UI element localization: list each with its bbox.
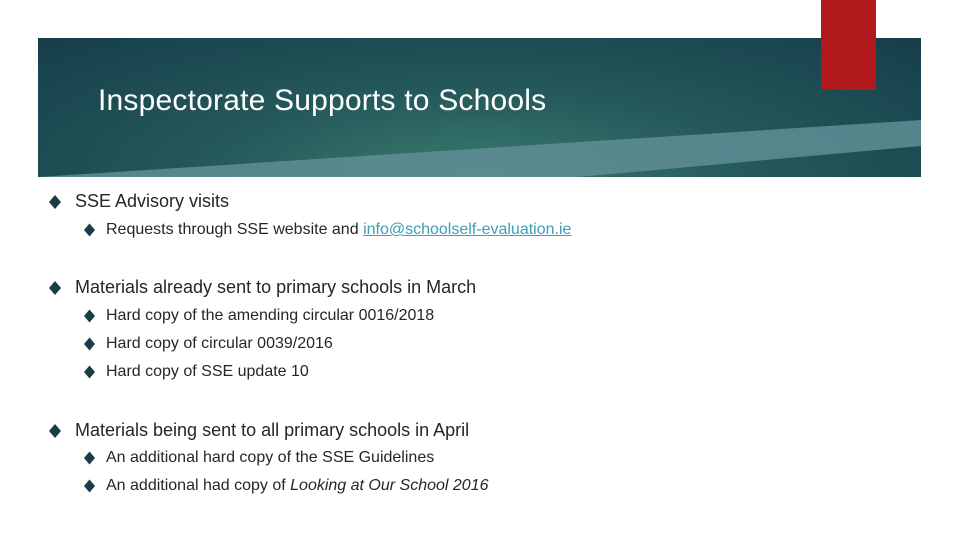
diamond-bullet-icon <box>49 281 61 295</box>
slide-title: Inspectorate Supports to Schools <box>98 84 547 117</box>
diamond-bullet-icon <box>49 424 61 438</box>
bullet-text: SSE Advisory visits <box>75 191 230 211</box>
bullet-materials-april <box>75 420 469 441</box>
sub-bullet-text: Hard copy of SSE update 10 <box>106 363 309 380</box>
diamond-bullet-icon <box>84 480 95 493</box>
sub-bullet-text: Hard copy of the amending circular 0016/2018 <box>106 307 435 324</box>
sub-bullet-requests <box>106 221 571 239</box>
sub-bullet-text: Hard copy of circular 0039/2016 <box>106 335 333 352</box>
sub-bullet-text: An additional had copy of <box>106 477 286 494</box>
bullet-materials-march <box>75 277 476 298</box>
diamond-bullet-icon <box>84 224 95 237</box>
red-accent-tab <box>821 0 876 90</box>
diamond-bullet-icon <box>84 310 95 323</box>
diamond-bullet-icon <box>49 195 61 209</box>
sub-bullet-circular <box>106 335 333 353</box>
bullet-text: Materials being sent to all primary schools in April <box>75 420 470 440</box>
sub-bullet-guidelines <box>106 449 434 467</box>
sub-bullet-text: An additional hard copy of the SSE Guidelines <box>106 449 435 466</box>
sub-bullet-sse-update <box>106 363 309 381</box>
diamond-bullet-icon <box>84 338 95 351</box>
diamond-bullet-icon <box>84 452 95 465</box>
sub-bullet-looking-at-our-school <box>106 477 489 495</box>
bullet-text: Materials already sent to primary schools in March <box>75 277 477 297</box>
publication-title: Looking at Our School 2016 <box>290 477 489 494</box>
email-link[interactable]: info@schoolself-evaluation.ie <box>363 221 572 238</box>
diamond-bullet-icon <box>84 366 95 379</box>
bullet-sse-advisory <box>75 191 229 212</box>
sub-bullet-amending-circular <box>106 307 434 325</box>
sub-bullet-text: Requests through SSE website and <box>106 221 359 238</box>
